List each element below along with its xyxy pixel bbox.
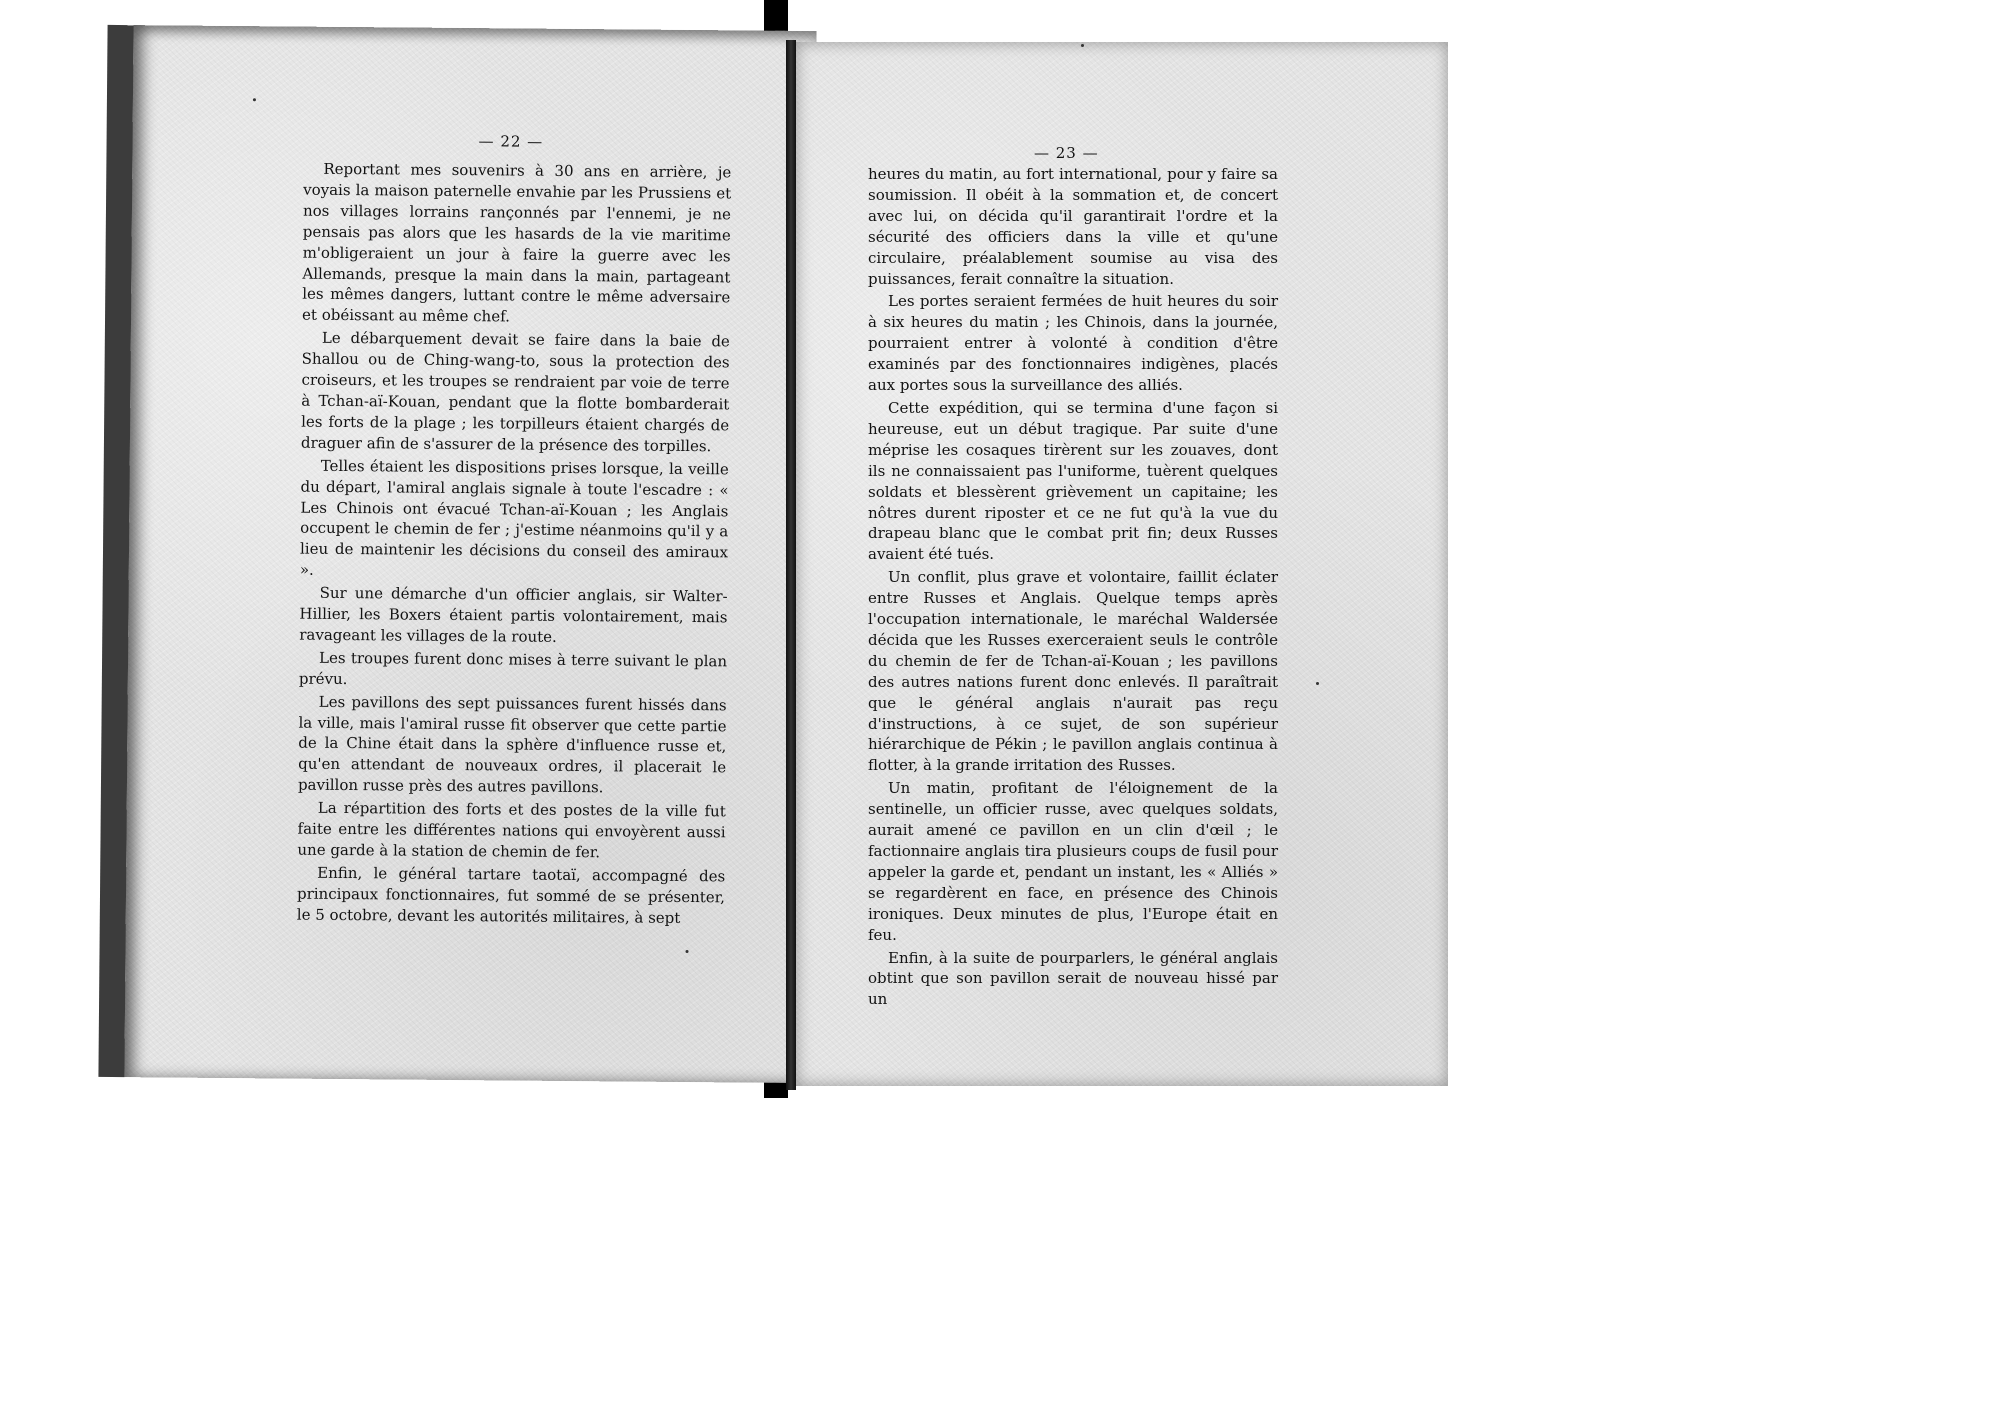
book-gutter — [786, 40, 796, 1090]
left-page — [98, 25, 816, 1083]
paragraph: Reportant mes souvenirs à 30 ans en arrière, je voyais la maison paternelle envahie par les Prussiens et nos villages lorrains rançonnés par l'ennemi, je ne pensais pas alors que les hasards de la vie maritime m'obligeraient un jour à faire la guerre avec les Allemands, presque la main dans la main, partageant les mêmes dangers, luttant contre le même adversaire et obéissant au même chef. — [302, 159, 732, 326]
paragraph: Les pavillons des sept puissances furent hissés dans la ville, mais l'amiral russe fit observer que cette partie de la Chine était dans la sphère d'influence russe et, qu'en attendant de nouveaux ordres, il placerait le pavillon russe près des autres pavillons. — [297, 692, 727, 797]
paragraph: Enfin, le général tartare taotaï, accompagné des principaux fonctionnaires, fut sommé de se présenter, le 5 octobre, devant les autorités militaires, à sept — [296, 863, 726, 927]
paragraph: Un matin, profitant de l'éloignement de la sentinelle, un officier russe, avec quelques soldats, aurait amené ce pavillon en un clin d'œil ; le factionnaire anglais tira plusieurs coups de fusil pour appeler la garde et, pendant un instant, les « Alliés » se regardèrent en face, en présence des Chinois ironiques. Deux minutes de plus, l'Europe était en feu. — [868, 779, 1278, 944]
page-number: — 23 — — [1034, 144, 1099, 162]
paragraph: Enfin, à la suite de pourparlers, le général anglais obtint que son pavillon serait de nouveau hissé par un — [868, 948, 1278, 1009]
paragraph: Cette expédition, qui se termina d'une façon si heureuse, eut un début tragique. Par suite d'une méprise les cosaques tirèrent sur les zouaves, dont ils ne connaissaient pas l'uniforme, tuèrent quelques soldats et blessèrent grièvement un capitaine; les nôtres durent riposter et ce ne fut qu'à la vue du drapeau blanc que le combat prit fin; deux Russes avaient été tués. — [868, 398, 1278, 564]
paragraph: Un conflit, plus grave et volontaire, faillit éclater entre Russes et Anglais. Quelque temps après l'occupation internationale, le maréchal Waldersée décida que les Russes exerceraient seuls le contrôle du chemin de fer de Tchan-aï-Kouan ; les pavillons des autres nations furent donc enlevés. Il paraîtrait que le général anglais n'aurait pas reçu d'instructions, à ce sujet, de son supérieur hiérarchique de Pékin ; le pavillon anglais continua à flotter, à la grande irritation des Russes. — [868, 568, 1278, 775]
paragraph: Les portes seraient fermées de huit heures du soir à six heures du matin ; les Chinois, dans la journée, pourraient entrer à volonté à condition d'être examinés par des fonctionnaires indigènes, placés aux portes sous la surveillance des alliés. — [868, 292, 1278, 395]
print-speck — [253, 98, 256, 101]
print-speck — [686, 950, 689, 953]
paragraph: La répartition des forts et des postes de la ville fut faite entre les différentes nations qui envoyèrent aussi une garde à la station de chemin de fer. — [297, 798, 726, 862]
paragraph: Le débarquement devait se faire dans la baie de Shallou ou de Ching-wang-to, sous la protection des croiseurs, et les troupes se rendraient par voie de terre à Tchan-aï-Kouan, pendant que la flotte bombarderait les forts de la plage ; les torpilleurs étaient chargés de draguer afin de s'assurer de la présence des torpilles. — [300, 329, 730, 455]
paragraph: Telles étaient les dispositions prises lorsque, la veille du départ, l'amiral anglais signale à toute l'escadre : « Les Chinois ont évacué Tchan-aï-Kouan ; les Anglais occupent le chemin de fer ; j'estime néanmoins qu'il y a lieu de maintenir les décisions du conseil des amiraux ». — [299, 456, 729, 579]
right-page — [796, 42, 1448, 1086]
paragraph: Sur une démarche d'un officier anglais, sir Walter-Hillier, les Boxers étaient partis volontairement, mais ravageant les villages de la route. — [299, 583, 728, 646]
paragraph: Les troupes furent donc mises à terre suivant le plan prévu. — [298, 648, 728, 688]
page-number: — 22 — — [478, 132, 544, 151]
page-body — [868, 164, 1278, 1010]
paragraph: heures du matin, au fort international, pour y faire sa soumission. Il obéit à la sommation et, de concert avec lui, on décida qu'il garantirait l'ordre et la sécurité des officiers dans la ville et qu'une circulaire, préalablement soumise au visa des puissances, ferait connaître la situation. — [868, 165, 1278, 288]
print-speck — [1081, 44, 1084, 47]
print-speck — [1316, 682, 1319, 685]
page-body — [297, 159, 732, 929]
